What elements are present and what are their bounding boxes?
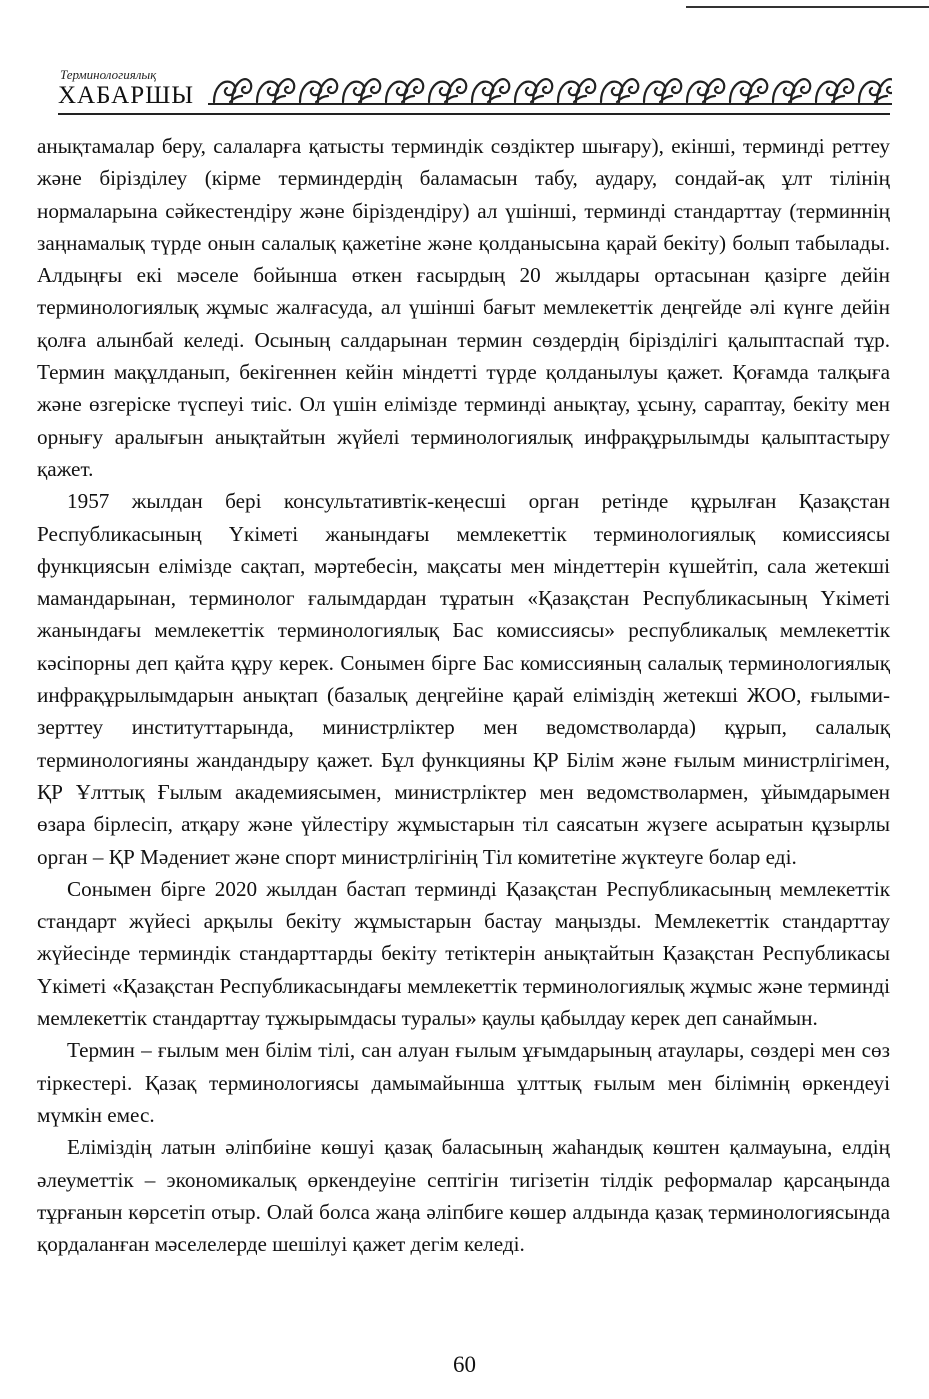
page-number: 60 [453,1352,476,1377]
paragraph-5: Еліміздің латын әліпбиіне көшуі қазақ баласының жаһандық көштен қалмауына, елдің әлеуметтік – экономикалық өркендеуіне септігін тигізетін тілдік реформалар қарсаңында тұрғанын көрсетіп отыр. Олай болса жаңа әліпбиге көшер алдында қазақ терминологиясында қордаланған мәселелерде шешілуі қажет дегім келеді. [37,1135,890,1257]
paragraph-2: 1957 жылдан бері консультативтік-кеңесші орган ретінде құрылған Қазақстан Республикасының Үкіметі жанындағы мемлекеттік терминологиялық комиссиясы функциясын елімізде сақтап, мәртебесін, мақсаты мен міндеттерін күшейтіп, сала жетекші мамандарынан, терминолог ғалымдардан тұратын «Қазақстан Республикасының Үкіметі жанындағы мемлекеттік терминологиялық Бас комиссиясы» республикалық мемлекеттік кәсіпорны деп қайта құру керек. Сонымен бірге Бас комиссияның салалық терминологиялық инфрақұрылымдарын анықтап (базалық деңгейіне қарай еліміздің жетекші ЖОО, ғылыми-зерттеу институттарында, министрліктер мен ведомстволарда) құрып, салалық терминологияны жандандыру қажет. Бұл функцияны ҚР Білім және ғылым министрлігімен, ҚР Ұлттық Ғылым академиясымен, министрліктер мен ведомстволармен, ұйымдарымен өзара бірлесіп, атқару және үйлестіру жұмыстарын тіл саясатын жүзеге асыратын құзырлы орган – ҚР Мәдениет және спорт министрлігінің Тіл комитетіне жүктеуге болар еді. [37,489,890,869]
paragraph-4: Термин – ғылым мен білім тілі, сан алуан ғылым ұғымдарының атаулары, сөздері мен сөз тіркестері. Қазақ терминологиясы дамымайынша ұлттық ғылым мен білімнің өркендеуі мүмкін емес. [37,1038,890,1127]
running-header [58,64,890,110]
paragraph-1: анықтамалар беру, салаларға қатысты терминдік сөздіктер шығару), екінші, терминді реттеу және біріздiлеу (кірме терминдердің баламасын табу, аудару, сондай-ақ ұлт тілінің нормаларына сәйкестендіру және біріздендіру) ал үшінші, терминді стандарттау (терминнің заңнамалық түрде онын салалық қажетіне және қолданысына қарай бекіту) болып табылады. Алдыңғы екі мәселе бойынша өткен ғасырдың 20 жылдары ортасынан қазірге дейін терминологиялық жұмыс жалғасуда, ал үшінші бағыт мемлекеттік деңгейде әлі күнге дейін қолға алынбай келеді. Осының салдарынан термин сөздердің біріздiлігі қалыптаспай тұр. Термин мақұлданып, бекігеннен кейін міндетті түрде қолданылуы қажет. Қоғамда талқыға және өзгеріске түспеуі тиіс. Ол үшін елімізде терминді анықтау, ұсыну, сараптау, бекіту мен орнығу аралығын анықтайтын жүйелі терминологиялық инфрақұрылымды қалыптастыру қажет. [37,134,890,481]
header-rule [58,113,890,115]
journal-title-top: Терминологиялық [60,67,157,82]
top-corner-rule [686,6,929,8]
journal-title [58,64,208,110]
article-body [37,130,890,1260]
spiral-ornament-icon [208,68,892,106]
paragraph-3: Сонымен бірге 2020 жылдан бастап терминді Қазақстан Республикасының мемлекеттік стандарт жүйесі арқылы бекіту жұмыстарын бастау маңызды. Мемлекеттік стандарттау жүйесінде терминдік стандарттарды бекіту тетіктерін анықтайтын Қазақстан Республикасы Үкіметі «Қазақстан Республикасындағы мемлекеттік терминологиялық жұмыс және терминді мемлекеттік стандарттау тұжырымдасы туралы» қаулы қабылдау керек деп санаймын. [37,876,890,1031]
journal-title-bottom: ХАБАРШЫ [58,82,195,109]
